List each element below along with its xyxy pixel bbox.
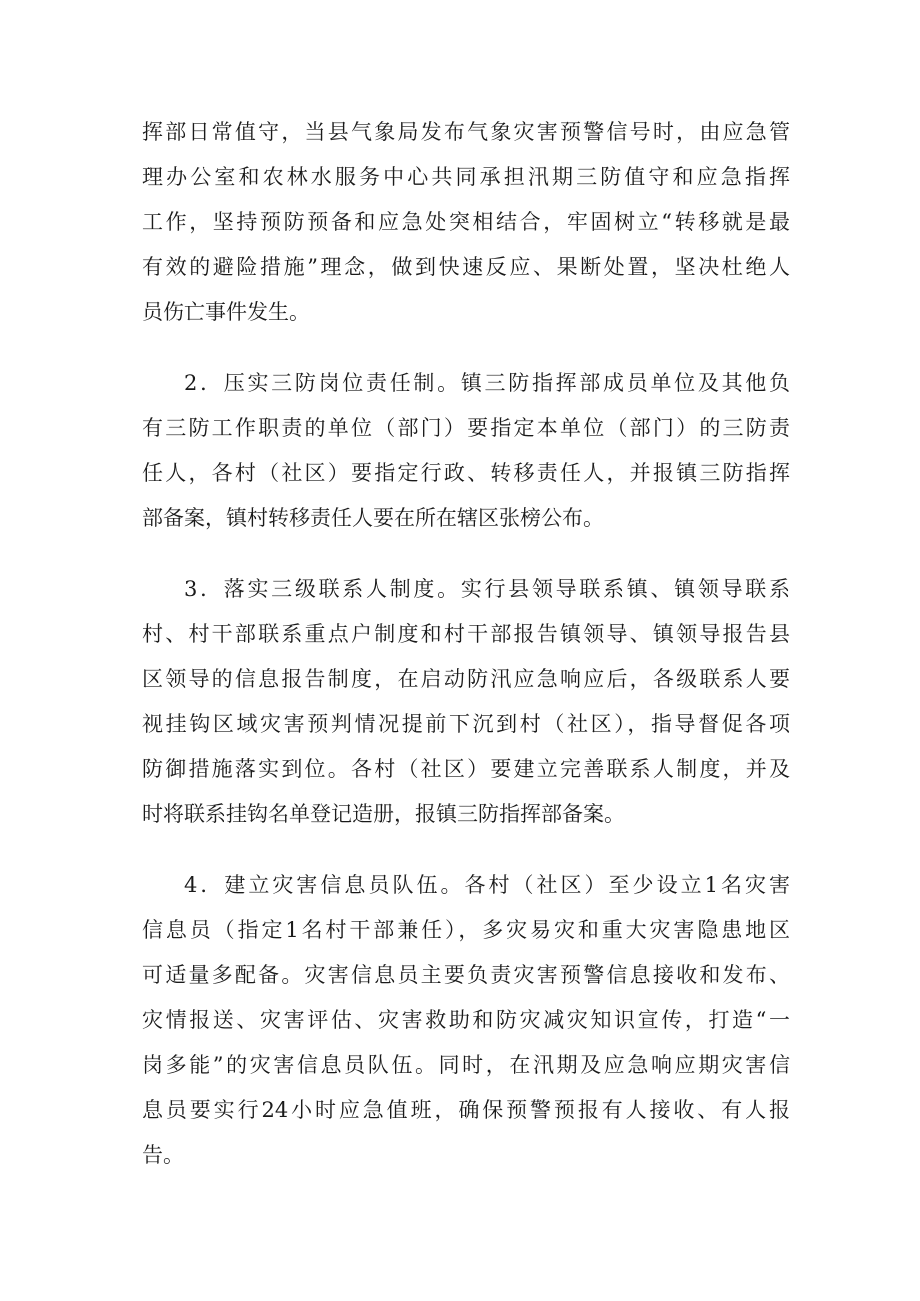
text-line: 区领导的信息报告制度，在启动防汛应急响应后，各级联系人要 [142, 667, 790, 691]
text-line: 理办公室和农林水服务中心共同承担汛期三防值守和应急指挥 [142, 165, 790, 189]
paragraph-2 [142, 361, 790, 541]
text-line: 3．落实三级联系人制度。实行县领导联系镇、镇领导联系 [184, 577, 790, 601]
text-line: 信息员（指定1名村干部兼任），多灾易灾和重大灾害隐患地区 [142, 918, 790, 942]
text-line: 时将联系挂钩名单登记造册，报镇三防指挥部备案。 [142, 802, 625, 826]
paragraph-3 [142, 567, 790, 837]
text-line: 员伤亡事件发生。 [142, 300, 310, 324]
paragraph-gap [142, 541, 790, 567]
text-line: 岗多能”的灾害信息员队伍。同时，在汛期及应急响应期灾害信 [142, 1053, 790, 1077]
paragraph-gap [142, 335, 790, 361]
paragraph-4 [142, 863, 790, 1178]
text-line: 告。 [142, 1143, 184, 1167]
text-line: 部备案，镇村转移责任人要在所在辖区张榜公布。 [142, 506, 604, 530]
text-line: 可适量多配备。灾害信息员主要负责灾害预警信息接收和发布、 [142, 963, 790, 987]
text-line: 2．压实三防岗位责任制。镇三防指挥部成员单位及其他负 [184, 371, 790, 395]
text-line: 4．建立灾害信息员队伍。各村（社区）至少设立1名灾害 [184, 873, 790, 897]
text-line: 灾情报送、灾害评估、灾害救助和防灾减灾知识宣传，打造“一 [142, 1008, 790, 1032]
text-line: 有三防工作职责的单位（部门）要指定本单位（部门）的三防责 [142, 416, 790, 440]
text-line: 任人，各村（社区）要指定行政、转移责任人，并报镇三防指挥 [142, 461, 790, 485]
text-line: 有效的避险措施”理念，做到快速反应、果断处置，坚决杜绝人 [142, 255, 790, 279]
paragraph-gap [142, 837, 790, 863]
text-line: 防御措施落实到位。各村（社区）要建立完善联系人制度，并及 [142, 757, 790, 781]
text-line: 视挂钩区域灾害预判情况提前下沉到村（社区），指导督促各项 [142, 712, 790, 736]
text-line: 挥部日常值守，当县气象局发布气象灾害预警信号时，由应急管 [142, 120, 790, 144]
paragraph-1 [142, 110, 790, 335]
document-body [142, 110, 790, 1178]
text-line: 村、村干部联系重点户制度和村干部报告镇领导、镇领导报告县 [142, 622, 790, 646]
text-line: 息员要实行24小时应急值班，确保预警预报有人接收、有人报 [142, 1098, 790, 1122]
text-line: 工作，坚持预防预备和应急处突相结合，牢固树立“转移就是最 [142, 210, 790, 234]
